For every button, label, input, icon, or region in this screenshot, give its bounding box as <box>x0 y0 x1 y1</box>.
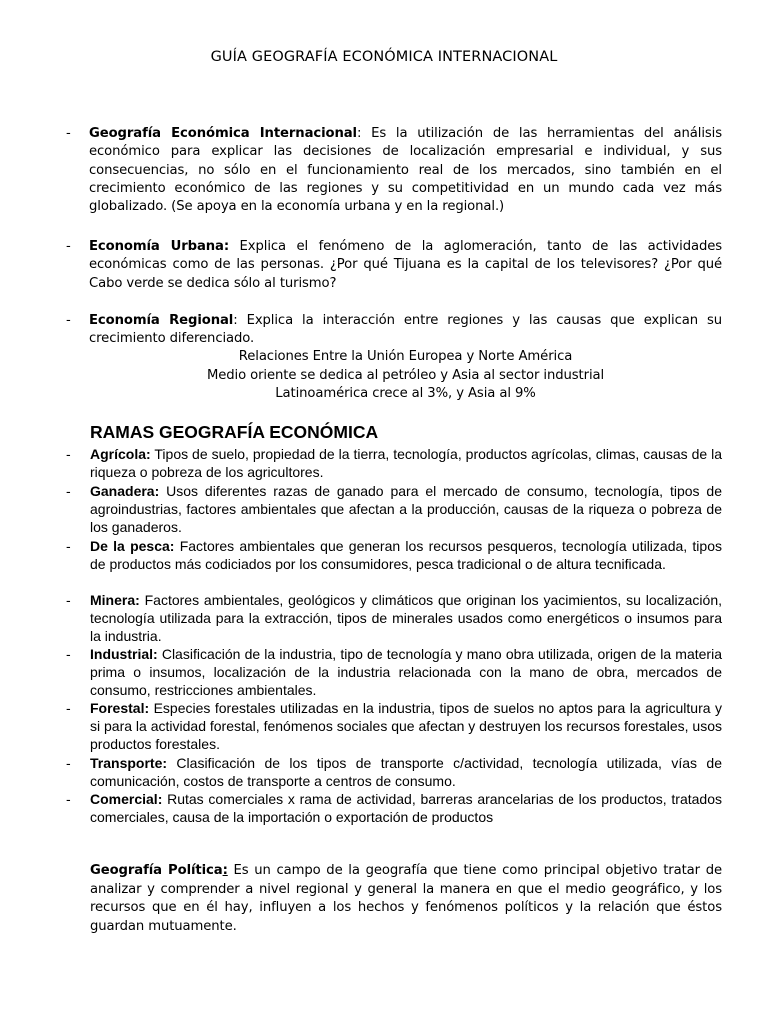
rama-item-pesca <box>90 537 722 573</box>
rama-item-industrial <box>90 645 722 700</box>
term-economia-urbana: Economía Urbana: <box>89 239 230 254</box>
paragraph-geografia-economica-internacional <box>89 125 722 216</box>
paragraph-economia-regional <box>89 312 722 349</box>
rama-term: Agrícola: <box>90 446 151 462</box>
rama-description: Factores ambientales que generan los recursos pesqueros, tecnología utilizada, tipos de productos más codiciados por los consumidores, pesca tradicional o de altura tecnificada. <box>90 538 722 573</box>
bullet-dash: - <box>66 646 71 662</box>
rama-item-transporte <box>90 754 722 790</box>
bullet-dash: - <box>66 446 71 462</box>
rama-description: Clasificación de la industria, tipo de tecnología y mano obra utilizada, origen de la materia prima o insumos, localización de la industria relacionada con la mano de obra, mercados de consumo, restricciones ambientales. <box>90 646 722 699</box>
bullet-dash: - <box>66 592 71 608</box>
bullet-dash: - <box>66 126 71 141</box>
bullet-dash: - <box>66 538 71 554</box>
rama-term: Transporte: <box>90 755 168 771</box>
paragraph-geografia-politica <box>90 862 722 936</box>
bullet-dash: - <box>66 313 71 328</box>
regional-example: Relaciones Entre la Unión Europea y Norte América <box>238 349 573 364</box>
document-title: GUÍA GEOGRAFÍA ECONÓMICA INTERNACIONAL <box>210 49 558 65</box>
section-heading-ramas: RAMAS GEOGRAFÍA ECONÓMICA <box>90 422 379 442</box>
rama-item-minera <box>90 591 722 646</box>
regional-example: Medio oriente se dedica al petróleo y Asia al sector industrial <box>206 368 605 383</box>
rama-term: Comercial: <box>90 791 163 807</box>
definition-text: : Explica la interacción entre regiones y las causas que explican su crecimiento diferenciado. <box>89 313 722 347</box>
definition-text: : Es la utilización de las herramientas del análisis económico para explicar las decisiones de localización empresarial e individual, y sus consecuencias, no sólo en el funcionamiento real de los mercados, sino también en el crecimiento económico de las regiones y su competitividad en un mundo cada vez más globalizado. (Se apoya en la economía urbana y en la regional.) <box>89 126 722 215</box>
rama-item-comercial <box>90 790 722 826</box>
rama-term: Ganadera: <box>90 483 160 499</box>
term-geografia-politica: Geografía Política <box>90 863 223 878</box>
bullet-dash: - <box>66 755 71 771</box>
bullet-dash: - <box>66 700 71 716</box>
rama-item-forestal <box>90 699 722 754</box>
term-colon: : <box>222 863 228 878</box>
rama-term: De la pesca: <box>90 538 175 554</box>
rama-term: Industrial: <box>90 646 158 662</box>
rama-description: Tipos de suelo, propiedad de la tierra, tecnología, productos agrícolas, climas, causas de la riqueza o pobreza de los agricultores. <box>90 446 722 481</box>
rama-item-ganadera <box>90 482 722 537</box>
term-geografia-economica-internacional: Geografía Económica Internacional <box>89 126 357 141</box>
rama-description: Clasificación de los tipos de transporte c/actividad, tecnología utilizada, vías de comunicación, costos de transporte a centros de consumo. <box>90 755 722 790</box>
definition-text: Explica el fenómeno de la aglomeración, tanto de las actividades económicas como de las personas. ¿Por qué Tijuana es la capital de los televisores? ¿Por qué Cabo verde se dedica sólo al turismo? <box>89 239 722 291</box>
bullet-dash: - <box>66 791 71 807</box>
rama-term: Minera: <box>90 592 140 608</box>
regional-example: Latinoamérica crece al 3%, y Asia al 9% <box>275 386 536 401</box>
bullet-dash: - <box>66 483 71 499</box>
term-economia-regional: Economía Regional <box>89 313 234 328</box>
paragraph-economia-urbana <box>89 238 722 293</box>
rama-item-agricola <box>90 445 722 481</box>
rama-description: Rutas comerciales x rama de actividad, barreras arancelarias de los productos, tratados comerciales, causa de la importación o exportación de productos <box>90 791 722 826</box>
bullet-dash: - <box>66 239 71 254</box>
rama-description: Factores ambientales, geológicos y climáticos que originan los yacimientos, su localización, tecnología utilizada para la extracción, tipos de minerales usados como energéticos o insumos para la industria. <box>90 592 722 645</box>
rama-description: Especies forestales utilizadas en la industria, tipos de suelos no aptos para la agricultura y si para la actividad forestal, fenómenos sociales que afectan y destruyen los recursos forestales, usos productos forestales. <box>90 700 722 753</box>
rama-description: Usos diferentes razas de ganado para el mercado de consumo, tecnología, tipos de agroindustrias, factores ambientales que afectan a la producción, causas de la riqueza o pobreza de los ganaderos. <box>90 483 722 536</box>
rama-term: Forestal: <box>90 700 150 716</box>
definition-text: Es un campo de la geografía que tiene como principal objetivo tratar de analizar y comprender a nivel regional y general la manera en que el medio geográfico, y los recursos que en él hay, influyen a los hechos y fenómenos políticos y la relación que éstos guardan mutuamente. <box>90 863 722 934</box>
